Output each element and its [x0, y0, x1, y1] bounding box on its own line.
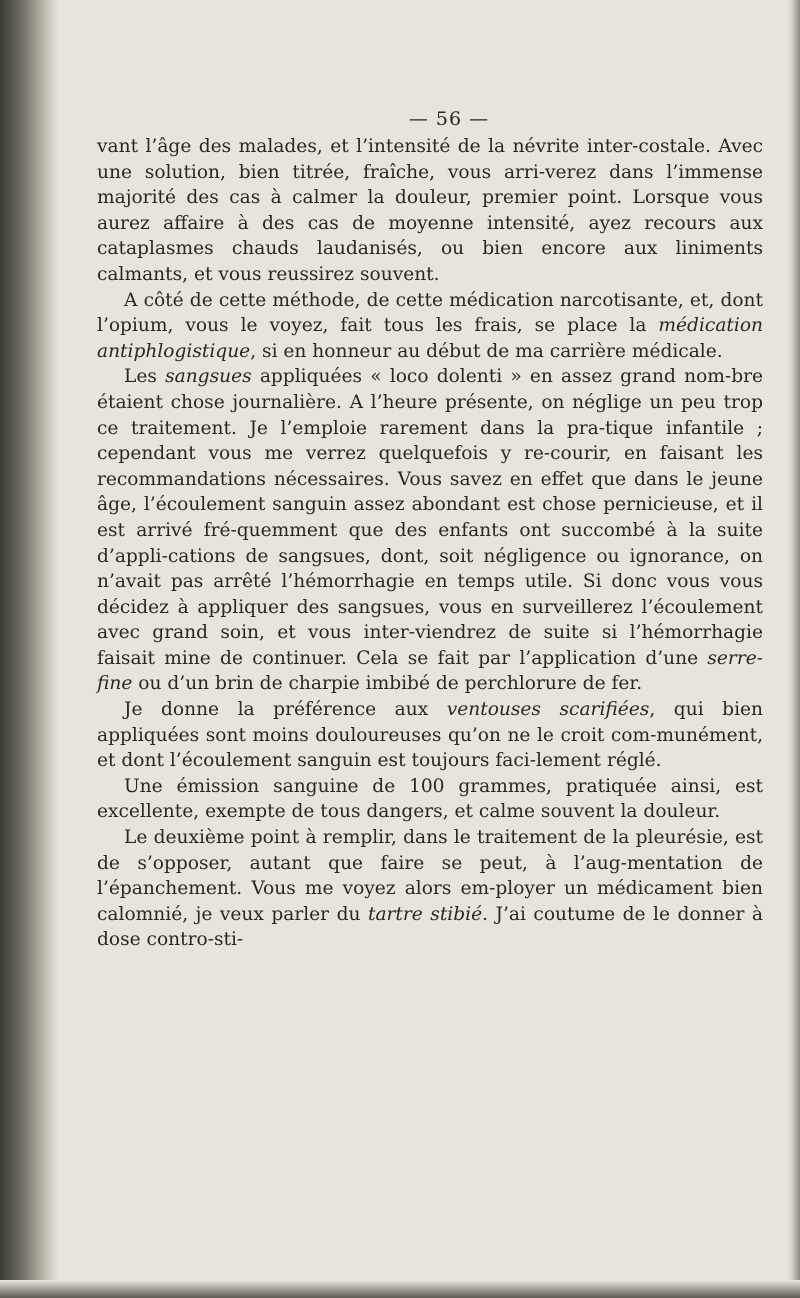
text-run: vant l’âge des malades, et l’intensité de la névrite inter-costale. Avec une solution, bien titrée, fraîche, vous arri-verez dans l’immense majorité des cas à calmer la douleur, premier point. Lorsque vous aurez affaire à des cas de moyenne intensité, ayez recours aux cataplasmes chauds laudanisés, ou bien encore aux liniments calmants, et vous reussirez souvent. [97, 136, 763, 285]
italic-term: médication antiphlogistique [97, 315, 763, 362]
text-run: . J’ai coutume de le donner à dose contro-sti- [97, 903, 763, 951]
paragraph-6 [97, 825, 763, 953]
body-text [97, 134, 763, 953]
text-run: Le deuxième point à remplir, dans le traitement de la pleurésie, est de s’opposer, autant que faire se peut, à l’aug-mentation de l’épanchement. Vous me voyez alors em-ployer un médicament bien calomnié, je veux parler du [97, 827, 763, 925]
binding-gutter-shadow [0, 0, 58, 1298]
italic-term: serre-fine [97, 647, 763, 695]
text-run: appliquées « loco dolenti » en assez grand nom-bre étaient chose journalière. A l’heure présente, on néglige un peu trop ce traitement. Je l’emploie rarement dans la pra-tique infantile ; cependant vous me verrez quelquefois y re-courir, en faisant les recommandations nécessaires. Vous savez en effet que dans le jeune âge, l’écoulement sanguin assez abondant est chose pernicieuse, et il est arrivé fré-quemment que des enfants ont succombé à la suite d’appli-cations de sangsues, dont, soit négligence ou ignorance, on n’avait pas arrêté l’hémorrhagie en temps utile. Si donc vous vous décidez à appliquer des sangsues, vous en surveillerez l’écoulement avec grand soin, et vous inter-viendrez de suite si l’hémorrhagie faisait mine de continuer. Cela se fait par l’application d’une [97, 366, 763, 669]
italic-term: tartre stibié [367, 903, 483, 925]
text-run: ou d’un brin de charpie imbibé de perchlorure de fer. [132, 673, 643, 695]
text-run: Une émission sanguine de 100 grammes, pratiquée ainsi, est excellente, exempte de tous dangers, et calme souvent la douleur. [97, 775, 763, 823]
text-run: , si en honneur au début de ma carrière médicale. [250, 340, 723, 362]
paragraph-5 [97, 774, 763, 825]
page-edge-shadow [786, 0, 800, 1298]
page-bottom-shadow [0, 1280, 800, 1298]
text-run: A côté de cette méthode, de cette médication narcotisante, et, dont l’opium, vous le voyez, fait tous les frais, se place la [97, 289, 763, 337]
book-page [97, 108, 763, 953]
text-run: , qui bien appliquées sont moins douloureuses qu’on ne le croit com-munément, et dont l’écoulement sanguin est toujours faci-lement réglé. [97, 699, 764, 772]
text-run: Les [124, 366, 166, 388]
italic-term: ventouses scarifiées [446, 699, 650, 721]
paragraph-4 [97, 697, 763, 774]
text-run: Je donne la préférence aux [124, 699, 447, 721]
paragraph-3 [97, 364, 763, 697]
paragraph-1 [97, 134, 763, 288]
italic-term: sangsues [165, 366, 252, 388]
page-number: — 56 — [408, 108, 490, 130]
paragraph-2 [97, 288, 763, 365]
